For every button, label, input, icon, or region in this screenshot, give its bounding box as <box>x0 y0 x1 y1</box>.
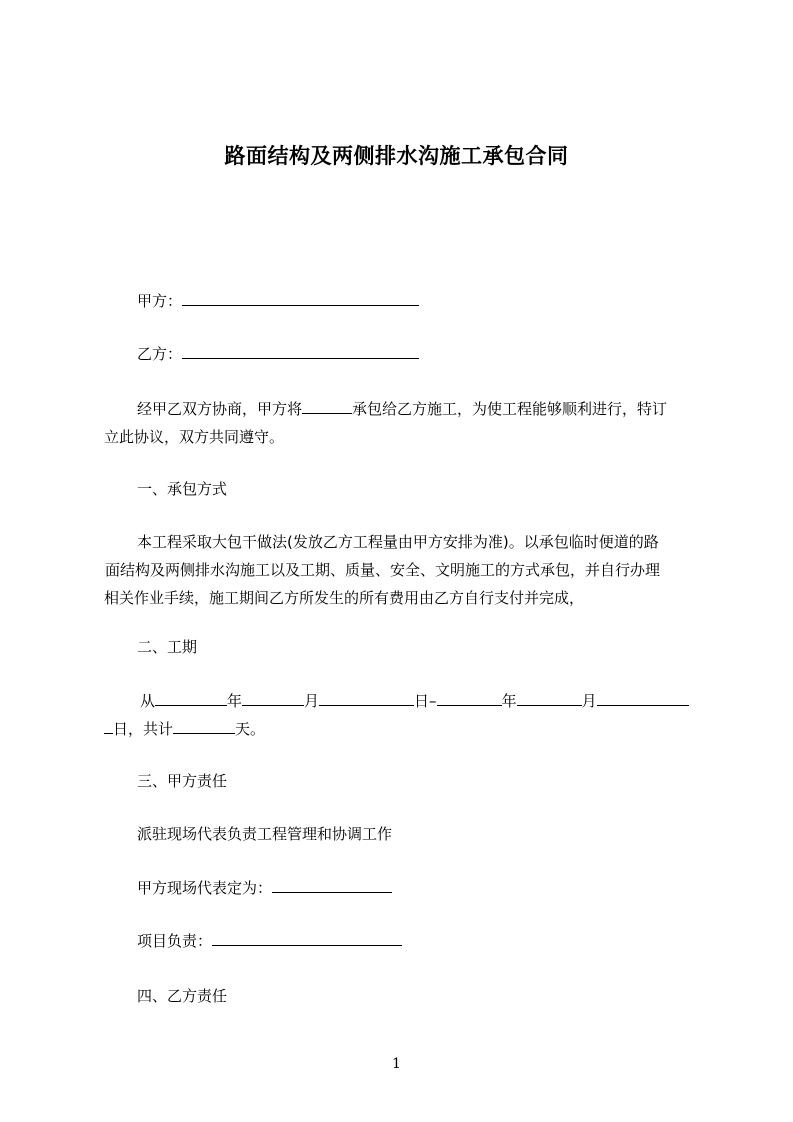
section3-heading: 三、甲方责任 <box>137 772 228 790</box>
period-year: 年 <box>227 692 243 710</box>
section1-line-3: 相关作业手续，施工期间乙方所发生的所有费用由乙方自行支付并完成， <box>104 589 585 607</box>
period-line-1 <box>104 687 704 715</box>
intro-line-2: 立此协议，双方共同遵守。 <box>104 428 285 446</box>
period-day-total: 日，共计 <box>113 720 174 738</box>
intro-paragraph <box>104 395 704 451</box>
end-day-blank-part1[interactable] <box>597 690 689 706</box>
project-lead-line <box>137 930 402 952</box>
page-title: 路面结构及两侧排水沟施工承包合同 <box>224 144 569 168</box>
start-day-blank[interactable] <box>319 690 414 706</box>
section1-paragraph <box>104 528 704 612</box>
party-b-label: 乙方： <box>137 345 183 363</box>
period-month-2: 月 <box>581 692 597 710</box>
section1-line-1: 本工程采取大包干做法(发放乙方工程量由甲方安排为准)。以承包临时便道的路 <box>137 533 659 551</box>
end-month-blank[interactable] <box>517 690 582 706</box>
party-b-line <box>137 343 419 365</box>
period-days: 天。 <box>235 720 266 738</box>
section4-heading: 四、乙方责任 <box>137 987 228 1005</box>
start-month-blank[interactable] <box>242 690 304 706</box>
period-day-to: 日– <box>414 692 437 710</box>
project-lead-label: 项目负责： <box>137 932 213 950</box>
end-year-blank[interactable] <box>437 690 502 706</box>
party-a-line <box>137 290 419 312</box>
intro-suffix: 承包给乙方施工，为使工程能够顺利进行，特订 <box>352 400 668 418</box>
start-year-blank[interactable] <box>155 690 227 706</box>
site-rep-label: 甲方现场代表定为： <box>137 879 273 897</box>
period-line-2 <box>104 715 704 743</box>
section2-heading: 二、工期 <box>137 638 198 656</box>
site-rep-blank[interactable] <box>272 877 392 893</box>
section1-line-2: 面结构及两侧排水沟施工以及工期、质量、安全、文明施工的方式承包，并自行办理 <box>105 561 661 579</box>
end-day-blank-part2[interactable] <box>104 718 113 734</box>
project-blank[interactable] <box>302 398 352 414</box>
project-lead-blank[interactable] <box>212 930 402 946</box>
page-number: 1 <box>392 1056 401 1072</box>
period-month: 月 <box>304 692 320 710</box>
period-paragraph <box>104 687 704 743</box>
period-from: 从 <box>140 692 156 710</box>
party-a-blank[interactable] <box>182 290 419 306</box>
party-a-label: 甲方： <box>137 292 183 310</box>
period-year-2: 年 <box>501 692 517 710</box>
intro-prefix: 经甲乙双方协商，甲方将 <box>137 400 303 418</box>
total-days-blank[interactable] <box>173 718 235 734</box>
section3-duty: 派驻现场代表负责工程管理和协调工作 <box>137 825 393 843</box>
party-b-blank[interactable] <box>182 343 419 359</box>
section1-heading: 一、承包方式 <box>137 480 228 498</box>
intro-line-1 <box>104 395 704 423</box>
site-rep-line <box>137 877 392 899</box>
